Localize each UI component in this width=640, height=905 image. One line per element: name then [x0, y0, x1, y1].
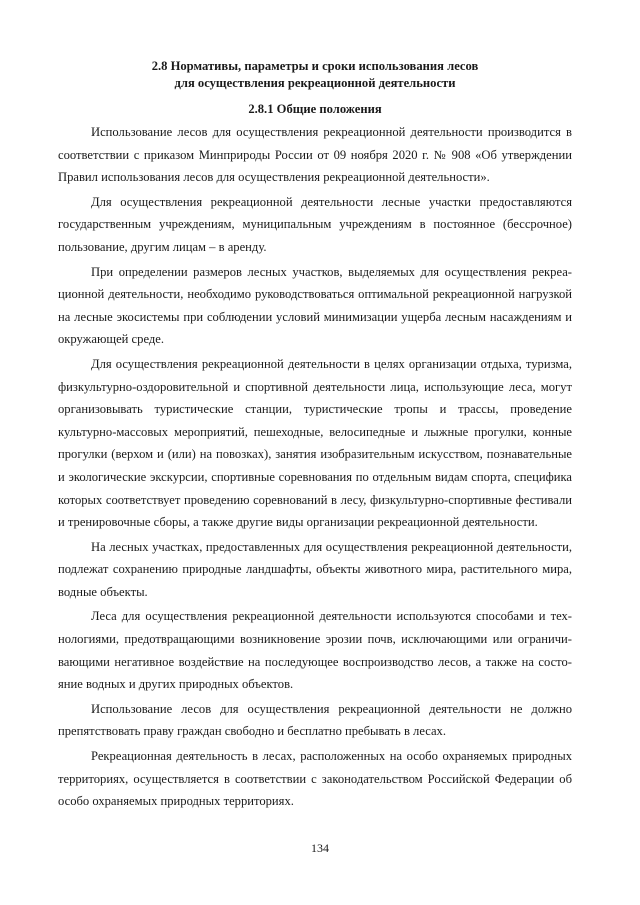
- paragraph: Для осуществления рекреационной деятельности в целях организации отдыха, туризма, физкультурно-оздоровительной и спортивной деятельности лица, использующие леса, могут организовывать туристические станции, туристические тропы и трассы, проведение культурно-массовых мероприятий, пешеходные, велосипедные и лыжные прогулки, конные прогулки (верхом и (или) на повозках), занятия изобразительным искусством, познавательные и экологические экскурсии, спортивные соревнования по отдельным видам спорта, специфика которых соответствует проведению соревнований в лесу, физкультурно-спортивные фестивали и тренировочные сборы, а также другие виды организации рекреационной деятельности.: [58, 356, 572, 530]
- document-page: [58, 58, 572, 815]
- paragraph: Рекреационная деятельность в лесах, расположенных на особо охраняемых природных территориях, осуществляется в соответствии с законодательством Российской Федерации об особо охраняемых природных территориях.: [58, 749, 572, 809]
- section-title-line-1: 2.8 Нормативы, параметры и сроки использования лесов: [151, 59, 479, 73]
- page-number: 134: [311, 841, 329, 855]
- paragraph: Для осуществления рекреационной деятельности лесные участки предоставляются государственным учреждениям, муниципальным учреждениям в постоянное (бессрочное) пользование, другим лицам – в аренду.: [58, 194, 572, 254]
- paragraph: На лесных участках, предоставленных для осуществления рекреационной деятельности, подлежат сохранению природные ландшафты, объекты животного мира, растительного мира, водные объекты.: [58, 539, 572, 599]
- section-title-line-2: для осуществления рекреационной деятельности: [174, 75, 456, 90]
- paragraph: Использование лесов для осуществления рекреационной деятельности не должно препятствовать праву граждан свободно и бесплатно пребывать в лесах.: [58, 701, 572, 739]
- paragraph: При определении размеров лесных участков, выделяемых для осуществления рекреационной деятельности, необходимо руководствоваться оптимальной рекреационной нагрузкой на лесные экосистемы при соблюдении условий минимизации ущерба лесным насаждениям и окружающей среде.: [58, 264, 572, 347]
- paragraph: Леса для осуществления рекреационной деятельности используются способами и технологиями, предотвращающими возникновение эрозии почв, исключающими или ограничивающими негативное воздействие на последующее воспроизводство лесов, а также на состояние водных и других природных объектов.: [58, 609, 572, 692]
- paragraph: Использование лесов для осуществления рекреационной деятельности производится в соответствии с приказом Минприроды России от 09 ноября 2020 г. № 908 «Об утверждении Правил использования лесов для осуществления рекреационной деятельности».: [58, 125, 572, 185]
- subsection-title: 2.8.1 Общие положения: [248, 102, 382, 116]
